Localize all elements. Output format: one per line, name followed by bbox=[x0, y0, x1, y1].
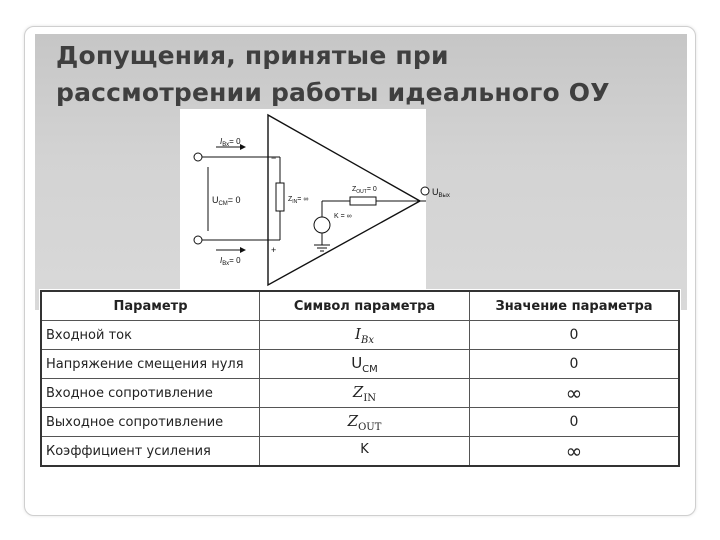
parameters-table bbox=[40, 290, 680, 467]
zin-resistor bbox=[276, 183, 284, 211]
label-i-bottom: $I_{Вх}= 0$ bbox=[220, 256, 241, 267]
row-param: Коэффициент усиления bbox=[41, 437, 260, 467]
slide-title bbox=[56, 37, 610, 111]
title-line-1: Допущения, принятые при bbox=[56, 41, 449, 70]
op-amp-diagram bbox=[180, 109, 426, 289]
row-value: ∞ bbox=[470, 437, 680, 467]
row-param: Входное сопротивление bbox=[41, 379, 260, 408]
row-param: Напряжение смещения нуля bbox=[41, 350, 260, 379]
table-row bbox=[41, 350, 679, 379]
title-line-2: рассмотрении работы идеального ОУ bbox=[56, 78, 610, 107]
row-symbol: K bbox=[260, 437, 470, 467]
label-z-in: $Z_{IN}=$ ∞ bbox=[288, 196, 309, 205]
op-amp-schematic bbox=[180, 109, 426, 289]
zout-resistor bbox=[350, 197, 376, 205]
row-symbol: $Z_{OUT}$ bbox=[260, 408, 470, 437]
row-value: ∞ bbox=[470, 379, 680, 408]
row-symbol: $I_{Вх}$ bbox=[260, 321, 470, 350]
header-symbol: Символ параметра bbox=[260, 291, 470, 321]
header-value: Значение параметра bbox=[470, 291, 680, 321]
parameters-table-wrapper bbox=[39, 289, 681, 465]
row-value: 0 bbox=[470, 321, 680, 350]
output-terminal bbox=[421, 187, 429, 195]
output-terminal-group bbox=[415, 181, 485, 201]
label-k: K = ∞ bbox=[334, 213, 352, 220]
input-terminal-noninverting bbox=[194, 236, 202, 244]
table-row bbox=[41, 408, 679, 437]
title-band bbox=[35, 34, 687, 310]
table-row bbox=[41, 379, 679, 408]
row-symbol: $U_{СМ}$ bbox=[260, 350, 470, 379]
row-value: 0 bbox=[470, 408, 680, 437]
row-symbol: $Z_{IN}$ bbox=[260, 379, 470, 408]
input-terminal-inverting bbox=[194, 153, 202, 161]
label-minus: − bbox=[271, 153, 277, 163]
label-plus: + bbox=[271, 245, 277, 255]
label-z-out: $Z_{OUT}= 0$ bbox=[352, 186, 377, 195]
slide-frame bbox=[24, 26, 696, 516]
table-row bbox=[41, 437, 679, 467]
table-header-row bbox=[41, 291, 679, 321]
label-u-out: $U_{Вых}$ bbox=[432, 187, 450, 199]
header-parameter: Параметр bbox=[41, 291, 260, 321]
voltage-source bbox=[314, 217, 330, 233]
row-value: 0 bbox=[470, 350, 680, 379]
label-i-top: $I_{Вх}= 0$ bbox=[220, 137, 241, 148]
row-param: Входной ток bbox=[41, 321, 260, 350]
label-u-cm: $U_{СМ}= 0$ bbox=[212, 195, 241, 207]
table-row bbox=[41, 321, 679, 350]
row-param: Выходное сопротивление bbox=[41, 408, 260, 437]
